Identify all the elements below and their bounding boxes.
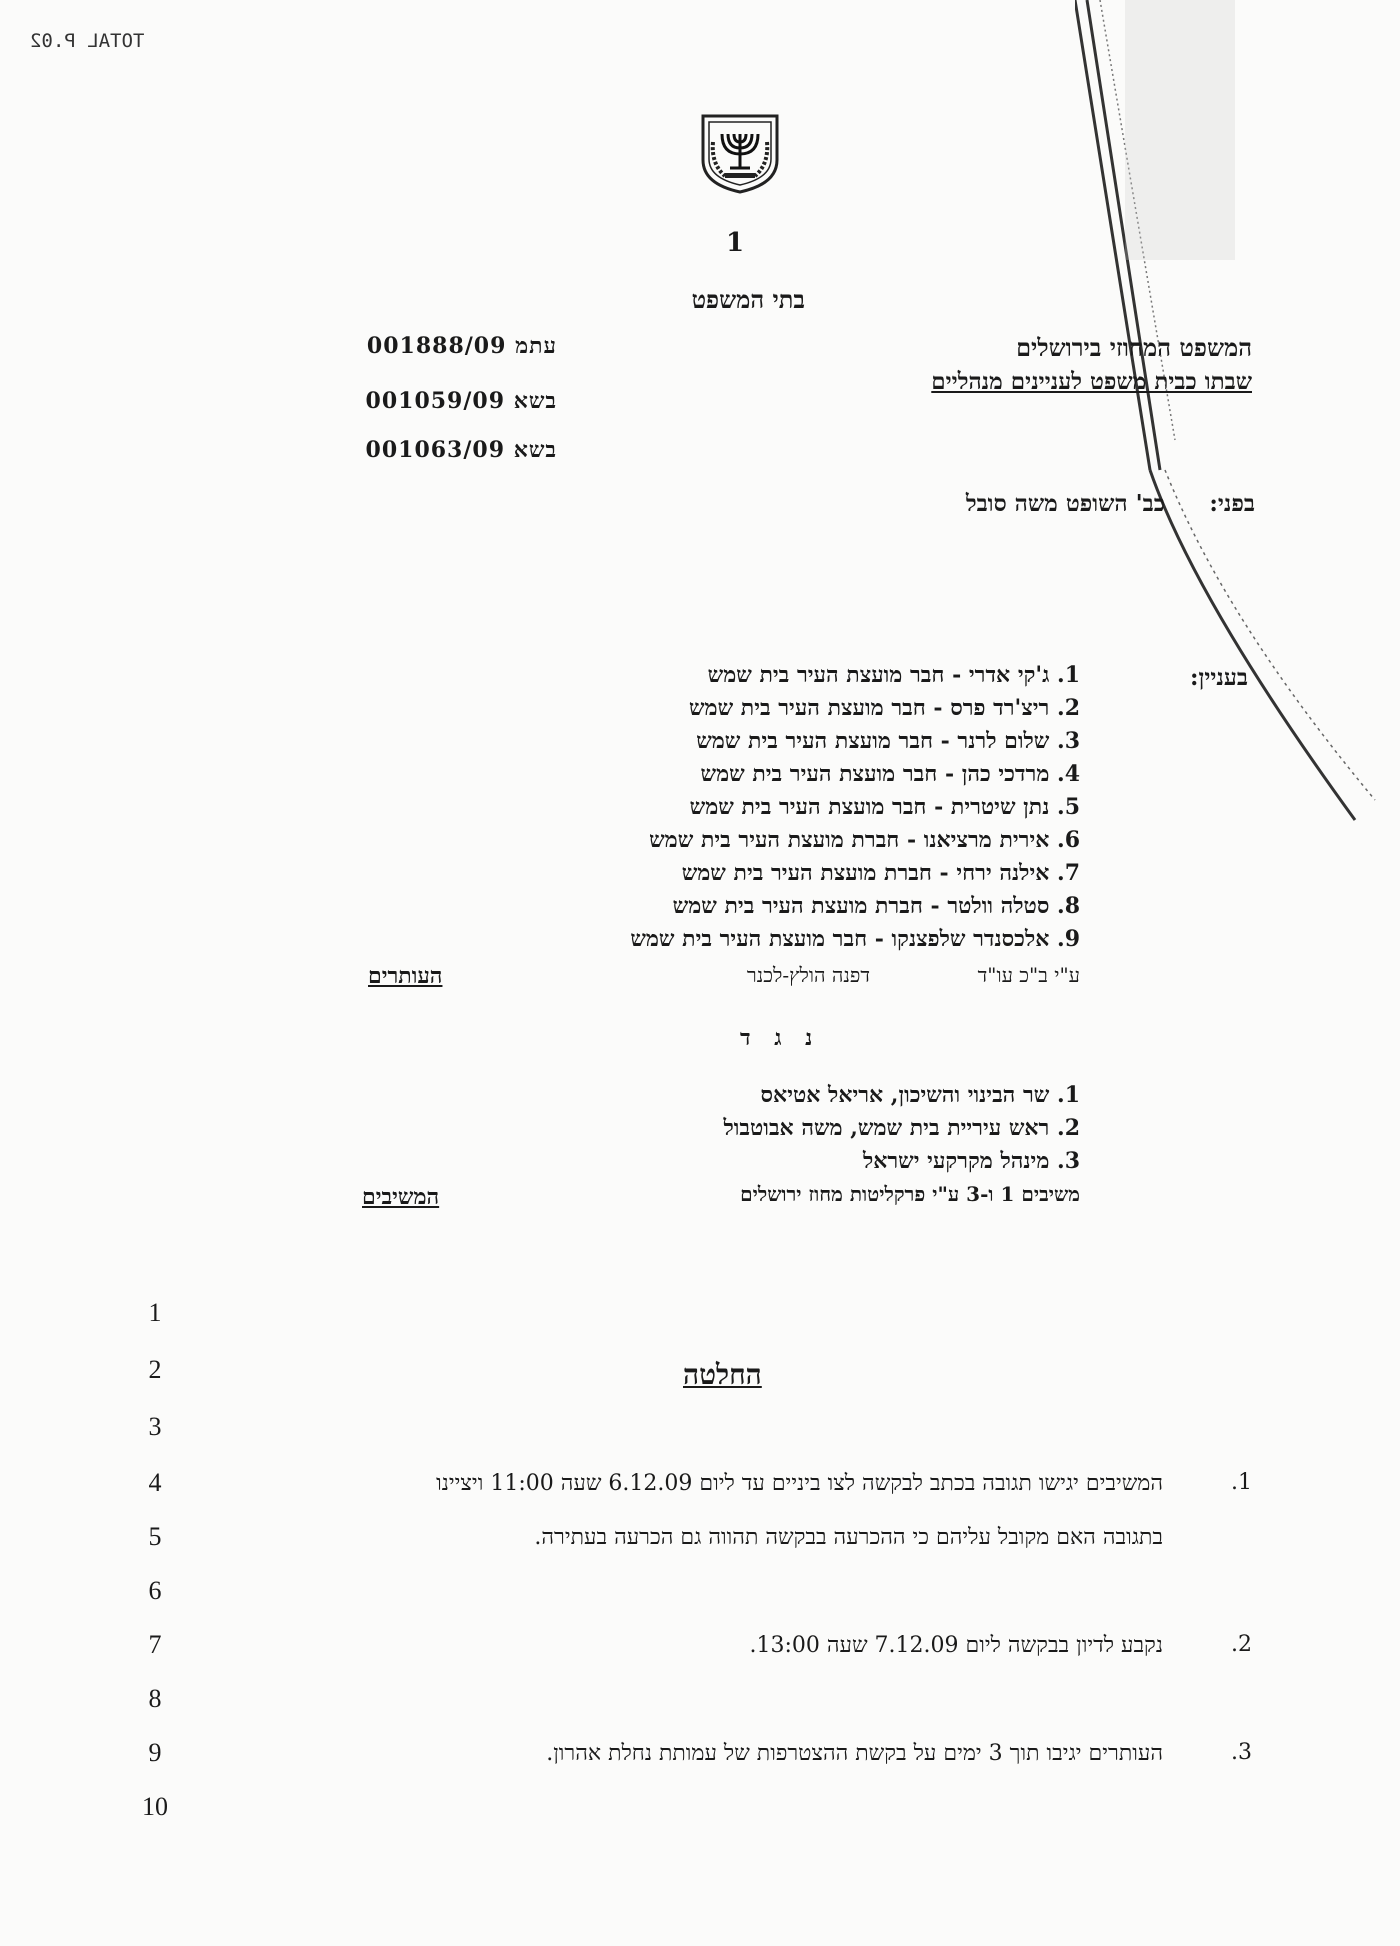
petitioners-counsel-prefix: ע"י ב"כ עו"ד: [977, 963, 1080, 987]
line-number: 9: [148, 1738, 162, 1767]
petitioner-item: 5. נתן שיטרית - חבר מועצת העיר בית שמש: [689, 794, 1080, 820]
judge-name: כב' השופט משה סובל: [965, 490, 1165, 517]
case-number: [366, 437, 557, 463]
petitioner-item: 1. ג'קי אדרי - חבר מועצת העיר בית שמש: [707, 662, 1080, 688]
fax-total-pages: TOTAL P.02: [30, 30, 145, 52]
court-name: המשפט המחוזי בירושלים: [1016, 333, 1252, 362]
petitioner-item: 8. סטלה וולטר - חברת מועצת העיר בית שמש: [672, 893, 1080, 919]
decision-item-number: .2: [1231, 1632, 1252, 1657]
page-number: 1: [725, 228, 745, 258]
case-type: בשא: [513, 388, 557, 414]
petitioner-item: 4. מרדכי כהן - חבר מועצת העיר בית שמש: [700, 761, 1080, 787]
petitioner-item: 6. אירית מרציאנו - חברת מועצת העיר בית שמש: [649, 827, 1080, 853]
case-number: [366, 388, 557, 414]
respondents-counsel: משיבים 1 ו-3 ע"י פרקליטות מחוז ירושלים: [740, 1182, 1080, 1206]
line-number: 1: [148, 1298, 162, 1327]
line-number: 6: [148, 1576, 162, 1605]
respondents-role: המשיבים: [362, 1184, 440, 1210]
decision-title: החלטה: [683, 1358, 762, 1391]
decision-item-text: נקבע לדיון בבקשה ליום 7.12.09 שעה 13:00.: [749, 1633, 1163, 1658]
petitioner-item: 9. אלכסנדר שלפצנקו - חבר מועצת העיר בית שמש: [630, 926, 1080, 952]
decision-item-text: בתגובה האם מקובל עליהם כי ההכרעה בבקשה תהווה גם הכרעה בעתירה.: [534, 1525, 1163, 1550]
petitioners-role: העותרים: [368, 963, 443, 989]
case-type: עתמ: [515, 333, 557, 359]
decision-item-number: .3: [1231, 1740, 1252, 1765]
decision-item-text: המשיבים יגישו תגובה בכתב לבקשה לצו ביניים עד ליום 6.12.09 שעה 11:00 ויציינו: [436, 1471, 1163, 1496]
petitioner-item: 2. ריצ'רד פרס - חבר מועצת העיר בית שמש: [688, 695, 1080, 721]
petitioner-item: 3. שלום לרנר - חבר מועצת העיר בית שמש: [696, 728, 1080, 754]
line-number: 8: [148, 1684, 162, 1713]
line-number: 3: [148, 1412, 162, 1441]
state-emblem-icon: [695, 112, 785, 194]
line-number: 10: [142, 1792, 168, 1821]
matter-label: בעניין:: [1190, 664, 1248, 691]
petitioner-item: 7. אילנה ירחי - חברת מועצת העיר בית שמש: [681, 860, 1080, 886]
decision-item-text: העותרים יגיבו תוך 3 ימים על בקשת ההצטרפות של עמותת נחלת אהרון.: [546, 1741, 1163, 1766]
line-number: 2: [148, 1355, 162, 1384]
versus-label: נ ג ד: [740, 1025, 821, 1051]
line-number: 4: [148, 1468, 162, 1497]
case-number: [367, 333, 557, 359]
respondent-item: 2. ראש עיריית בית שמש, משה אבוטבול: [723, 1115, 1080, 1141]
petitioners-counsel-name: דפנה הולץ-לכנר: [746, 963, 870, 987]
courts-heading: בתי המשפט: [691, 285, 805, 314]
respondent-item: 3. מינהל מקרקעי ישראל: [862, 1148, 1080, 1174]
case-id: 001059/09: [365, 388, 506, 414]
case-id: 001063/09: [365, 437, 506, 463]
court-subtitle: שבתו כבית משפט לעניינים מנהליים: [931, 368, 1252, 395]
respondent-item: 1. שר הבינוי והשיכון, אריאל אטיאס: [760, 1082, 1080, 1108]
line-number: 5: [148, 1522, 162, 1551]
case-type: בשא: [513, 437, 557, 463]
case-id: 001888/09: [366, 333, 507, 359]
line-number: 7: [148, 1630, 162, 1659]
before-label: בפני:: [1209, 490, 1255, 517]
decision-item-number: .1: [1231, 1470, 1252, 1495]
